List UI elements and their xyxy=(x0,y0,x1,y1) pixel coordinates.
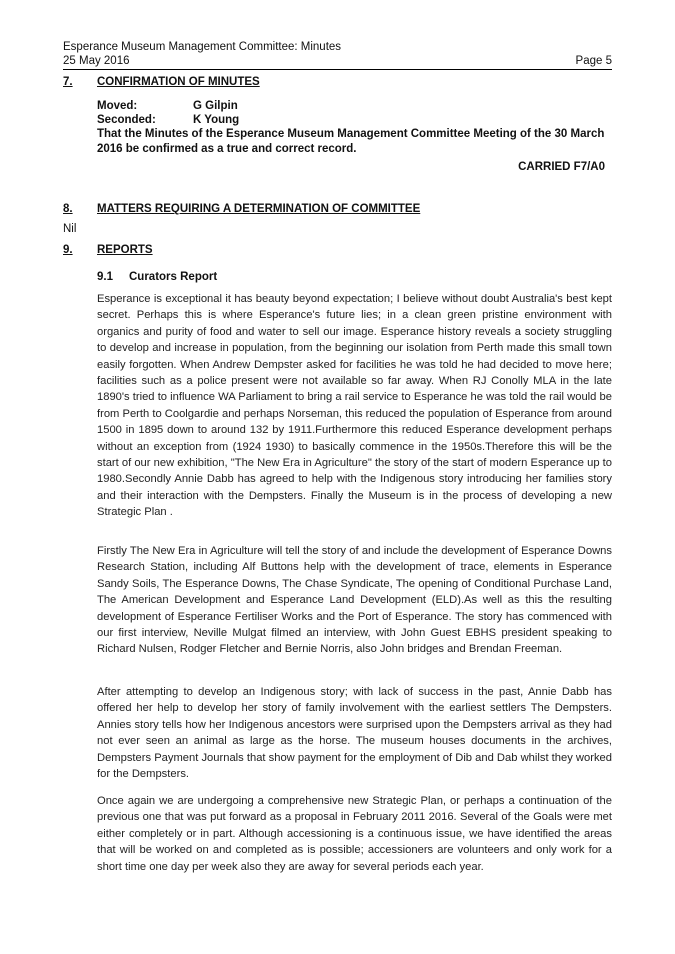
page-number: Page 5 xyxy=(575,55,612,67)
document-title: Esperance Museum Management Committee: Minutes xyxy=(63,41,342,53)
section-8-heading xyxy=(63,203,420,215)
report-paragraph: Firstly The New Era in Agriculture will tell the story of and include the development of Esperance Downs Research Station, including Alf Buttons help with the development of trace, elements in Esperance Sandy Soils, The Esperance Downs, The Chase Syndicate, The opening of Conditional Purchase Land, The American Development and Esperance Land Development (ELD).As well as this the resulting development of Esperance Fertiliser Works and the Port of Esperance. The story has commenced with our first interview, Neville Mulgat filmed an interview, with John Guest EBHS president speaking to Richard Nulsen, Rodger Fletcher and Bernie Norris, also John bridges and Brendan Freeman. xyxy=(97,545,612,656)
section-8-body: Nil xyxy=(63,223,77,235)
subsection-number: 9.1 xyxy=(97,271,113,283)
moved-label: Moved: xyxy=(97,100,138,112)
header-row xyxy=(63,54,612,70)
page-header xyxy=(63,40,612,70)
section-number: 9. xyxy=(63,244,73,256)
seconded-line xyxy=(97,113,239,127)
section-number: 8. xyxy=(63,203,73,215)
subsection-heading xyxy=(97,271,217,283)
report-paragraph: Esperance is exceptional it has beauty beyond expectation; I believe without doubt Australia's best kept secret. Perhaps this is where Esperance's future lies; in a clean green pristine environment with organics and purity of food and water to sell our image. Esperance history reveals a society struggling to develop and increase in population, from the beginning our isolation from Perth made this small town easily forgotten. When Andrew Dempster asked for facilities he was told he had decided to move here; facilities such as a police present were not available so far away. When RJ Conolly MLA in the late 1890's tried to influence WA Parliament to bring a rail service to Esperance he was told the rail would be from Perth to Coolgardie and perhaps Norseman, this reduced the population of Esperance from around 1500 in 1895 down to around 132 by 1911.Furthermore this reduced Esperance development perhaps without an exception from (1924 1930) to basically commence in the 1950s.Therefore this will be the start of our new exhibition, "The New Era in Agriculture" the story of the start of modern Esperance up to 1980.Secondly Annie Dabb has agreed to help with the Indigenous story introducing her families story and their interaction with the Dempsters. Finally the Museum is in the process of developing a new Strategic Plan . xyxy=(97,293,612,519)
resolution-text: That the Minutes of the Esperance Museum Management Committee Meeting of the 30 March 2016 be confirmed as a true and correct record. xyxy=(97,128,605,155)
section-title: MATTERS REQUIRING A DETERMINATION OF COMMITTEE xyxy=(97,203,421,215)
section-9-heading xyxy=(63,244,153,256)
moved-value: G Gilpin xyxy=(193,100,238,112)
moved-line xyxy=(97,99,238,113)
section-7-heading xyxy=(63,76,260,88)
section-title: REPORTS xyxy=(97,244,153,256)
report-paragraph: Once again we are undergoing a comprehensive new Strategic Plan, or perhaps a continuation of the previous one that was put forward as a proposal in February 2011 2016. Several of the Goals were met either completely or in part. Although accessioning is a continuous issue, we have identified the areas that will be worked on and completed as is possible; accessioners are volunteers and only work for a short time one day per week also they are away for several periods each year. xyxy=(97,795,612,873)
carried-status: CARRIED F7/A0 xyxy=(518,161,605,173)
report-paragraph: After attempting to develop an Indigenous story; with lack of success in the past, Annie Dabb has offered her help to develop her story of family involvement with the earliest settlers The Dempsters. Annies story tells how her Indigenous ancestors were surprised upon the Dempsters arrival as they had not ever seen an animal as large as the horse. The museum houses documents in the archives, Dempsters Payment Journals that show payment for the employment of Dib and Dab whilst they worked for the Dempsters. xyxy=(97,686,612,781)
seconded-value: K Young xyxy=(193,114,240,126)
meeting-date: 25 May 2016 xyxy=(63,55,130,67)
section-number: 7. xyxy=(63,76,73,88)
subsection-title: Curators Report xyxy=(129,271,218,283)
section-title: CONFIRMATION OF MINUTES xyxy=(97,76,260,88)
seconded-label: Seconded: xyxy=(97,114,156,126)
